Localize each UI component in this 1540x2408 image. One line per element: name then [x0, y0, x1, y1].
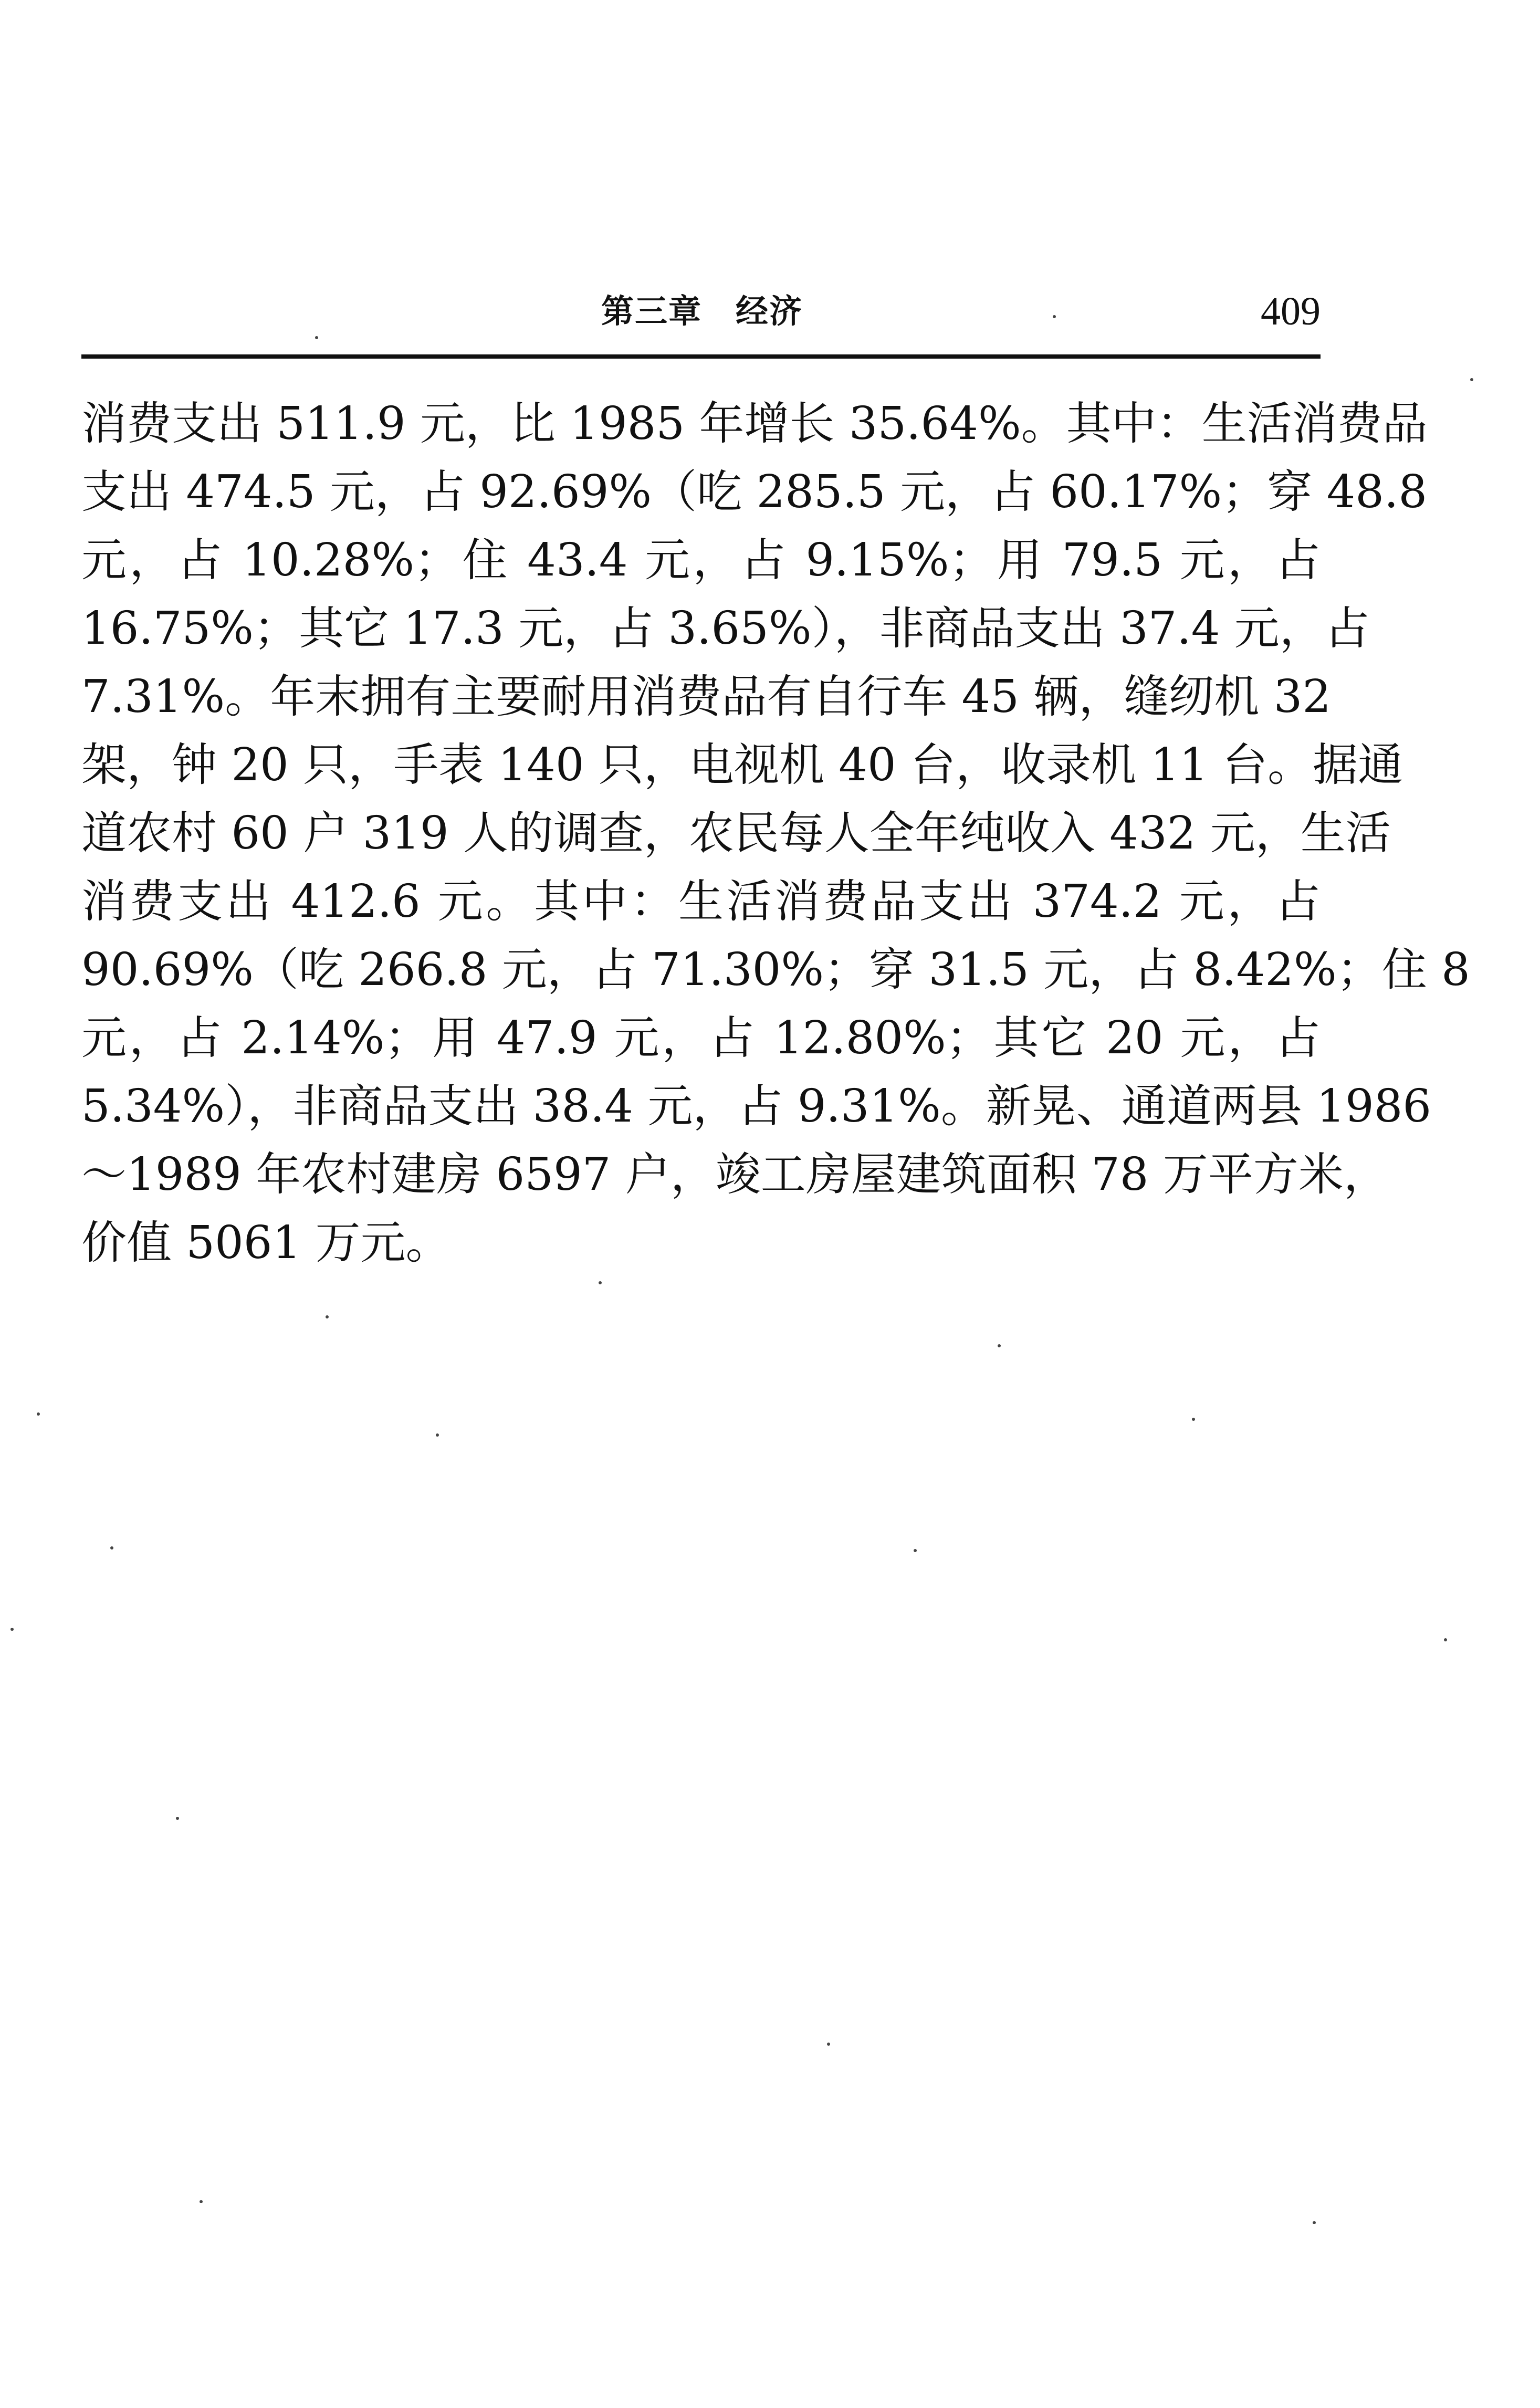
text-line: 90.69%（吃 266.8 元，占 71.30%；穿 31.5 元，占 8.42%；住 8	[81, 944, 1470, 996]
text-line: 元，占 2.14%；用 47.9 元，占 12.80%；其它 20 元，占	[81, 1012, 1321, 1064]
text-line: 道农村 60 户 319 人的调查，农民每人全年纯收入 432 元，生活	[81, 807, 1391, 860]
text-line: 消费支出 412.6 元。其中：生活消费品支出 374.2 元，占	[81, 875, 1321, 928]
scan-speck	[998, 1344, 1001, 1347]
scan-speck	[599, 1281, 602, 1284]
scan-speck	[1313, 2221, 1316, 2224]
text-line: 支出 474.5 元，占 92.69%（吃 285.5 元，占 60.17%；穿 48.8	[81, 466, 1428, 518]
running-header	[81, 288, 1321, 346]
text-line: 16.75%；其它 17.3 元，占 3.65%），非商品支出 37.4 元，占	[81, 602, 1370, 655]
scan-speck	[1470, 378, 1473, 381]
scan-speck	[110, 1546, 113, 1550]
scan-speck	[1053, 315, 1056, 318]
text-line: ～1989 年农村建房 6597 户，竣工房屋建筑面积 78 万平方米，	[81, 1148, 1389, 1201]
scan-speck	[176, 1817, 179, 1820]
text-line: 消费支出 511.9 元，比 1985 年增长 35.64%。其中：生活消费品	[81, 397, 1428, 450]
text-line: 价值 5061 万元。	[81, 1217, 451, 1269]
scan-speck	[914, 1549, 917, 1552]
chapter-title: 第三章 经济	[601, 292, 803, 330]
text-line: 架，钟 20 只，手表 140 只，电视机 40 台，收录机 11 台。据通	[81, 739, 1403, 791]
text-line: 5.34%），非商品支出 38.4 元，占 9.31%。新晃、通道两县 1986	[81, 1080, 1432, 1133]
scan-speck	[37, 1412, 40, 1416]
page-number: 409	[1261, 289, 1321, 333]
scan-speck	[315, 336, 318, 339]
scan-speck	[827, 2043, 830, 2046]
body-paragraph	[81, 390, 1470, 1277]
scan-speck	[1444, 1638, 1447, 1641]
header-rule	[81, 354, 1321, 359]
text-line: 元，占 10.28%；住 43.4 元，占 9.15%；用 79.5 元，占	[81, 534, 1321, 587]
scan-speck	[1192, 1418, 1195, 1421]
scan-speck	[436, 1433, 439, 1437]
scan-speck	[200, 2200, 203, 2203]
text-line: 7.31%。年末拥有主要耐用消费品有自行车 45 辆，缝纫机 32	[81, 671, 1332, 723]
scan-speck	[11, 1628, 14, 1631]
scan-speck	[326, 1315, 329, 1318]
